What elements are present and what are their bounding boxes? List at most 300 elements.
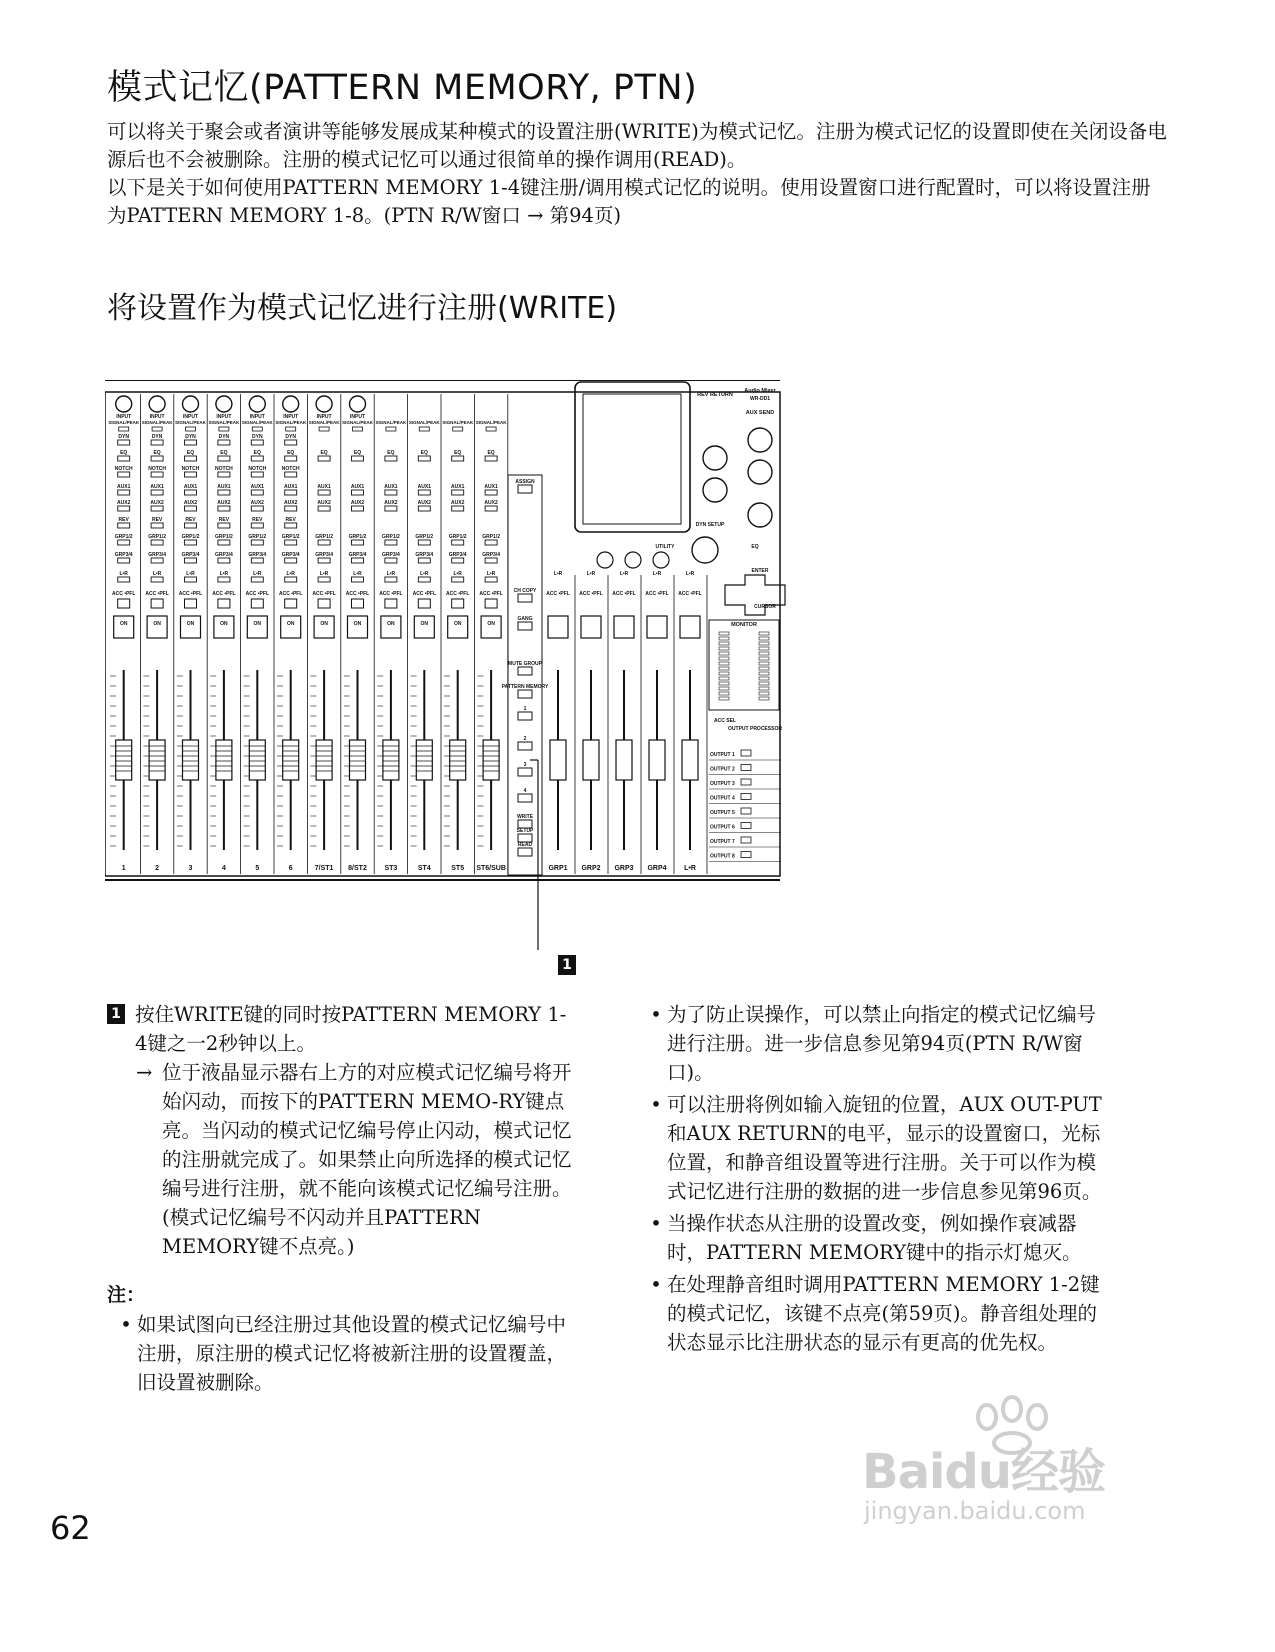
acc-button [285,599,297,608]
strip-button-label: GRP1/2 [348,534,367,540]
strip-button [385,558,397,563]
strip-button-label: GRP1/2 [181,534,200,540]
group-number: GRP3 [614,865,634,872]
strip-button-label: L•R [253,571,262,577]
strip-button [218,558,230,563]
strip-button-label: GRP3/4 [348,552,367,558]
strip-button [151,558,163,563]
center-button-label: MUTE GROUP [508,661,542,667]
input-knob-icon [116,396,132,412]
strip-button-label: EQ [387,450,395,456]
strip-button-label: GRP1/2 [415,534,434,540]
strip-button [185,472,197,477]
acc-pfl-label: ACC •PFL [245,591,270,597]
aux-knob-icon [703,446,727,470]
acc-button [118,599,130,608]
strip-button [218,506,230,511]
signal-led [286,427,296,431]
left-column [107,1000,577,1397]
meter-led [719,667,729,670]
strip-button [352,558,364,563]
signal-peak-label: SIGNAL/PEAK [175,420,206,425]
strip-button-label: EQ [454,450,462,456]
strip-button [218,472,230,477]
strip-button [285,440,297,445]
input-knob-icon [216,396,232,412]
strip-button [251,456,263,461]
strip-button [118,472,130,477]
signal-peak-label: SIGNAL/PEAK [342,420,373,425]
signal-led [119,427,129,431]
acc-button [352,599,364,608]
strip-button [485,558,497,563]
aux-send-label: AUX SEND [745,410,775,416]
strip-button [285,490,297,495]
channel-number: ST4 [417,865,431,872]
center-button-label: READ [517,842,533,848]
baidu-watermark [862,1395,1162,1535]
on-button-label: ON [253,621,262,627]
strip-button-label: DYN [252,434,263,440]
strip-button [218,490,230,495]
strip-button [452,540,464,545]
strip-button-label: REV [151,517,163,523]
group-on-button [581,616,601,638]
step-1-result [136,1058,577,1261]
strip-button [452,506,464,511]
signal-led [486,427,496,431]
strip-button-label: GRP1/2 [448,534,467,540]
group-acc-label: ACC •PFL [579,591,603,597]
strip-button-label: EQ [120,450,128,456]
group-number: GRP2 [581,865,601,872]
signal-led [186,427,196,431]
strip-button-label: NOTCH [181,466,200,472]
step-1 [107,1000,577,1058]
meter-led [719,697,729,700]
output-button [741,765,751,771]
output-button [741,852,751,858]
center-button-label: WRITE [516,814,534,820]
strip-button [218,440,230,445]
channel-number: 5 [255,865,260,872]
aux-knob-icon [748,428,772,452]
strip-button-label: L•R [486,571,496,577]
strip-button-label: AUX1 [217,484,231,490]
center-button-label: PATTERN MEMORY [501,684,549,690]
group-lr-label: L•R [685,571,695,577]
monitor-label: MONITOR [731,622,757,628]
signal-peak-label: SIGNAL/PEAK [408,420,440,425]
strip-button [151,456,163,461]
on-button-label: ON [320,621,328,627]
acc-pfl-label: ACC •PFL [111,591,136,597]
strip-button-label: EQ [186,450,195,456]
signal-peak-label: SIGNAL/PEAK [375,420,407,425]
on-button [181,616,201,638]
center-button [518,848,532,856]
strip-button-label: DYN [185,434,196,440]
signal-peak-label: SIGNAL/PEAK [475,420,507,425]
group-acc-label: ACC •PFL [645,591,669,597]
bullet-icon: • [650,1003,662,1026]
meter-led [719,652,729,655]
strip-button-label: GRP1/2 [315,534,333,540]
strip-button-label: L•R [420,571,429,577]
strip-button-label: GRP3/4 [215,552,233,558]
center-button-label: 4 [523,788,527,794]
bullet-icon: • [650,1093,662,1116]
meter-led [759,662,769,665]
bullet-icon: • [650,1212,662,1235]
group-fader-knob [583,740,599,780]
bullet-item-text: 可以注册将例如输入旋钮的位置，AUX OUT-PUT和AUX RETURN的电平，显示的设置窗口，光标位置，和静音组设置等进行注册。关于可以作为模式记忆进行注册的数据的进一步信息参见第96页。 [667,1093,1102,1203]
strip-button [318,540,330,545]
center-button [518,712,532,720]
encoder-knob-icon [625,552,641,568]
strip-button [118,506,130,511]
strip-button-label: L•R [186,571,195,577]
strip-button-label: GRP1/2 [248,534,267,540]
strip-button [151,506,163,511]
on-button-label: ON [153,621,161,627]
acc-pfl-label: ACC •PFL [312,591,336,597]
meter-led [759,682,769,685]
meter-led [759,692,769,695]
strip-button [185,456,197,461]
strip-button [251,506,263,511]
strip-button [151,523,163,528]
lcd-display [575,382,690,532]
channel-number: ST5 [451,865,465,872]
input-label: INPUT [316,414,332,420]
acc-pfl-label: ACC •PFL [479,591,503,597]
center-button [518,485,532,493]
strip-button [452,558,464,563]
output-label: OUTPUT 1 [710,752,735,758]
strip-button [151,440,163,445]
strip-button-label: AUX2 [183,500,198,506]
channel-number: 6 [288,865,293,872]
center-button-label: GANG [517,616,533,622]
strip-button-label: GRP1/2 [114,534,133,540]
strip-button [251,523,263,528]
strip-button [185,506,197,511]
channel-number: 4 [221,865,226,872]
strip-button-label: DYN [118,434,129,440]
output-label: OUTPUT 7 [710,839,735,845]
acc-pfl-label: ACC •PFL [412,591,437,597]
strip-button-label: GRP1/2 [148,534,166,540]
group-lr-label: L•R [586,571,596,577]
strip-button-label: AUX1 [350,484,365,490]
meter-led [759,667,769,670]
acc-button [452,599,464,608]
signal-peak-label: SIGNAL/PEAK [141,420,173,425]
strip-button-label: AUX1 [317,484,331,490]
encoder-knob-icon [653,552,669,568]
input-knob-icon [283,396,299,412]
bullet-item-text: 为了防止误操作，可以禁止向指定的模式记忆编号进行注册。进一步信息参见第94页(PTN R/W窗口)。 [667,1003,1097,1084]
strip-button-label: L•R [319,571,329,577]
strip-button [218,456,230,461]
strip-button-label: AUX2 [317,500,331,506]
channel-number: 2 [155,865,160,872]
encoder-knob-icon [597,552,613,568]
strip-button-label: AUX2 [417,500,431,506]
strip-button [285,558,297,563]
output-label: OUTPUT 8 [710,853,735,860]
center-button-label: ASSIGN [515,479,535,485]
strip-button [218,523,230,528]
bullet-item-text: 在处理静音组时调用PATTERN MEMORY 1-2键的模式记忆，该键不点亮(第59页)。静音组处理的状态显示比注册状态的显示有更高的优先权。 [667,1273,1100,1354]
utility-label: UTILITY [655,544,675,550]
strip-button-label: REV [252,517,263,523]
input-knob-icon [183,396,199,412]
strip-button-label: DYN [285,434,296,440]
strip-button-label: EQ [487,450,495,456]
signal-peak-label: SIGNAL/PEAK [108,420,140,425]
strip-button-label: AUX1 [250,484,264,490]
strip-button-label: AUX2 [284,500,298,506]
input-label: INPUT [249,414,265,420]
signal-led [219,427,229,431]
strip-button-label: AUX2 [451,500,465,506]
strip-button [352,456,364,461]
meter-led [719,642,729,645]
strip-button [418,456,430,461]
center-button-label: 1 [523,706,527,712]
strip-button-label: GRP3/4 [482,552,500,558]
group-acc-label: ACC •PFL [546,591,570,597]
strip-button [452,456,464,461]
arrow-icon: → [136,1061,153,1084]
input-label: INPUT [350,414,365,420]
meter-led [759,642,769,645]
signal-led [386,427,396,431]
on-button [281,616,301,638]
strip-button-label: EQ [353,450,362,456]
strip-button-label: AUX2 [250,500,264,506]
strip-button-label: L•R [152,571,162,577]
strip-button-label: L•R [386,571,396,577]
strip-button [352,540,364,545]
meter-led [759,697,769,700]
input-label: INPUT [283,414,299,420]
on-button [214,616,234,638]
on-button [414,616,434,638]
on-button-label: ON [353,621,362,627]
strip-button-label: NOTCH [248,466,267,472]
strip-button [218,540,230,545]
strip-button-label: AUX2 [150,500,164,506]
strip-button [485,540,497,545]
strip-button [385,490,397,495]
on-button-label: ON [119,621,128,627]
intro-text [107,118,1167,230]
output-button [741,750,751,756]
acc-button [251,599,263,608]
page-number: 62 [50,1509,91,1547]
input-knob-icon [249,396,265,412]
strip-button [318,558,330,563]
model-label: WR-DD1 [750,396,770,402]
group-lr-label: L•R [652,571,662,577]
strip-button-label: GRP3/4 [448,552,467,558]
aux-knob-icon [748,503,772,527]
strip-button [251,490,263,495]
center-button-label: 2 [523,736,527,742]
strip-button [485,456,497,461]
meter-led [719,657,729,660]
strip-button-label: AUX2 [384,500,398,506]
strip-button [285,523,297,528]
strip-button [485,506,497,511]
strip-button-label: GRP1/2 [281,534,300,540]
strip-button [118,558,130,563]
group-fader-knob [649,740,665,780]
strip-button-label: AUX1 [484,484,498,490]
input-label: INPUT [116,414,132,420]
meter-led [719,682,729,685]
strip-button-label: GRP3/4 [181,552,200,558]
strip-button [185,523,197,528]
input-knob-icon [350,396,366,412]
acc-button [218,599,230,608]
strip-button [385,540,397,545]
strip-button [185,540,197,545]
bullet-item [645,1090,1115,1206]
center-button [518,622,532,630]
strip-button [418,558,430,563]
strip-button [385,506,397,511]
strip-button [251,440,263,445]
strip-button-label: EQ [253,450,261,456]
input-label: INPUT [149,414,165,420]
acc-pfl-label: ACC •PFL [212,591,236,597]
strip-button-label: EQ [287,450,295,456]
channel-number: ST6/SUB [476,865,506,872]
strip-button [118,523,130,528]
center-button-label: SETUP [516,828,534,834]
aux-knob-icon [703,478,727,502]
group-fader-knob [682,740,698,780]
output-button [741,794,751,800]
strip-button [151,540,163,545]
acc-pfl-label: ACC •PFL [445,591,470,597]
utility-dial-icon [692,537,718,563]
on-button [147,616,167,638]
strip-button [452,490,464,495]
strip-button-label: EQ [320,450,328,456]
strip-button-label: REV [185,517,196,523]
strip-button [118,540,130,545]
signal-peak-label: SIGNAL/PEAK [241,420,273,425]
strip-button [251,558,263,563]
acc-button [485,599,497,608]
on-button-label: ON [220,621,228,627]
strip-button [118,440,130,445]
meter-led [719,687,729,690]
input-knob-icon [149,396,165,412]
on-button [114,616,134,638]
acc-pfl-label: ACC •PFL [145,591,169,597]
strip-button [485,490,497,495]
step-1-text: 按住WRITE键的同时按PATTERN MEMORY 1-4键之一2秒钟以上。 [135,1003,567,1055]
brand-label: Audio Mixer [744,388,776,394]
watermark-url: jingyan.baidu.com [864,1497,1086,1525]
page-heading: 模式记忆(PATTERN MEMORY, PTN) [107,68,698,108]
strip-button [285,456,297,461]
group-acc-label: ACC •PFL [678,591,702,597]
meter-led [719,672,729,675]
on-button [247,616,267,638]
strip-button-label: AUX2 [117,500,131,506]
output-button [741,808,751,814]
step-number: 1 [107,1004,125,1024]
strip-button-label: EQ [153,450,161,456]
strip-button-label: GRP1/2 [215,534,233,540]
meter-led [759,647,769,650]
strip-button [318,456,330,461]
signal-peak-label: SIGNAL/PEAK [442,420,474,425]
group-on-button [647,616,667,638]
input-knob-icon [316,396,332,412]
strip-button-label: L•R [286,571,295,577]
strip-button-label: AUX1 [417,484,431,490]
strip-button-label: GRP3/4 [248,552,267,558]
acc-sel-label: ACC SEL [714,718,736,724]
strip-button [418,506,430,511]
strip-button [185,440,197,445]
strip-button-label: L•R [219,571,229,577]
strip-button-label: L•R [453,571,462,577]
output-processor-label: OUTPUT PROCESSOR [728,726,782,732]
strip-button-label: AUX1 [117,484,131,490]
strip-button-label: DYN [151,434,163,440]
strip-button [151,472,163,477]
strip-button [185,577,197,582]
center-button [518,834,532,842]
output-label: OUTPUT 3 [710,781,735,787]
meter-led [759,637,769,640]
strip-button [185,558,197,563]
signal-peak-label: SIGNAL/PEAK [308,420,340,425]
on-button [348,616,368,638]
strip-button [418,577,430,582]
channel-number: 1 [121,865,126,872]
signal-peak-label: SIGNAL/PEAK [275,420,307,425]
strip-button-label: AUX1 [284,484,298,490]
meter-led [719,692,729,695]
bullet-icon: • [650,1273,662,1296]
group-on-button [680,616,700,638]
group-on-button [614,616,634,638]
note-title: 注： [107,1284,146,1306]
meter-led [719,637,729,640]
acc-button [385,599,397,608]
strip-button-label: EQ [220,450,228,456]
strip-button [251,540,263,545]
output-label: OUTPUT 4 [710,795,735,802]
input-label: INPUT [216,414,232,420]
strip-button [285,540,297,545]
strip-button [485,577,497,582]
strip-button [452,577,464,582]
meter-led [759,672,769,675]
section-heading: 将设置作为模式记忆进行注册(WRITE) [107,291,618,326]
group-fader-knob [616,740,632,780]
